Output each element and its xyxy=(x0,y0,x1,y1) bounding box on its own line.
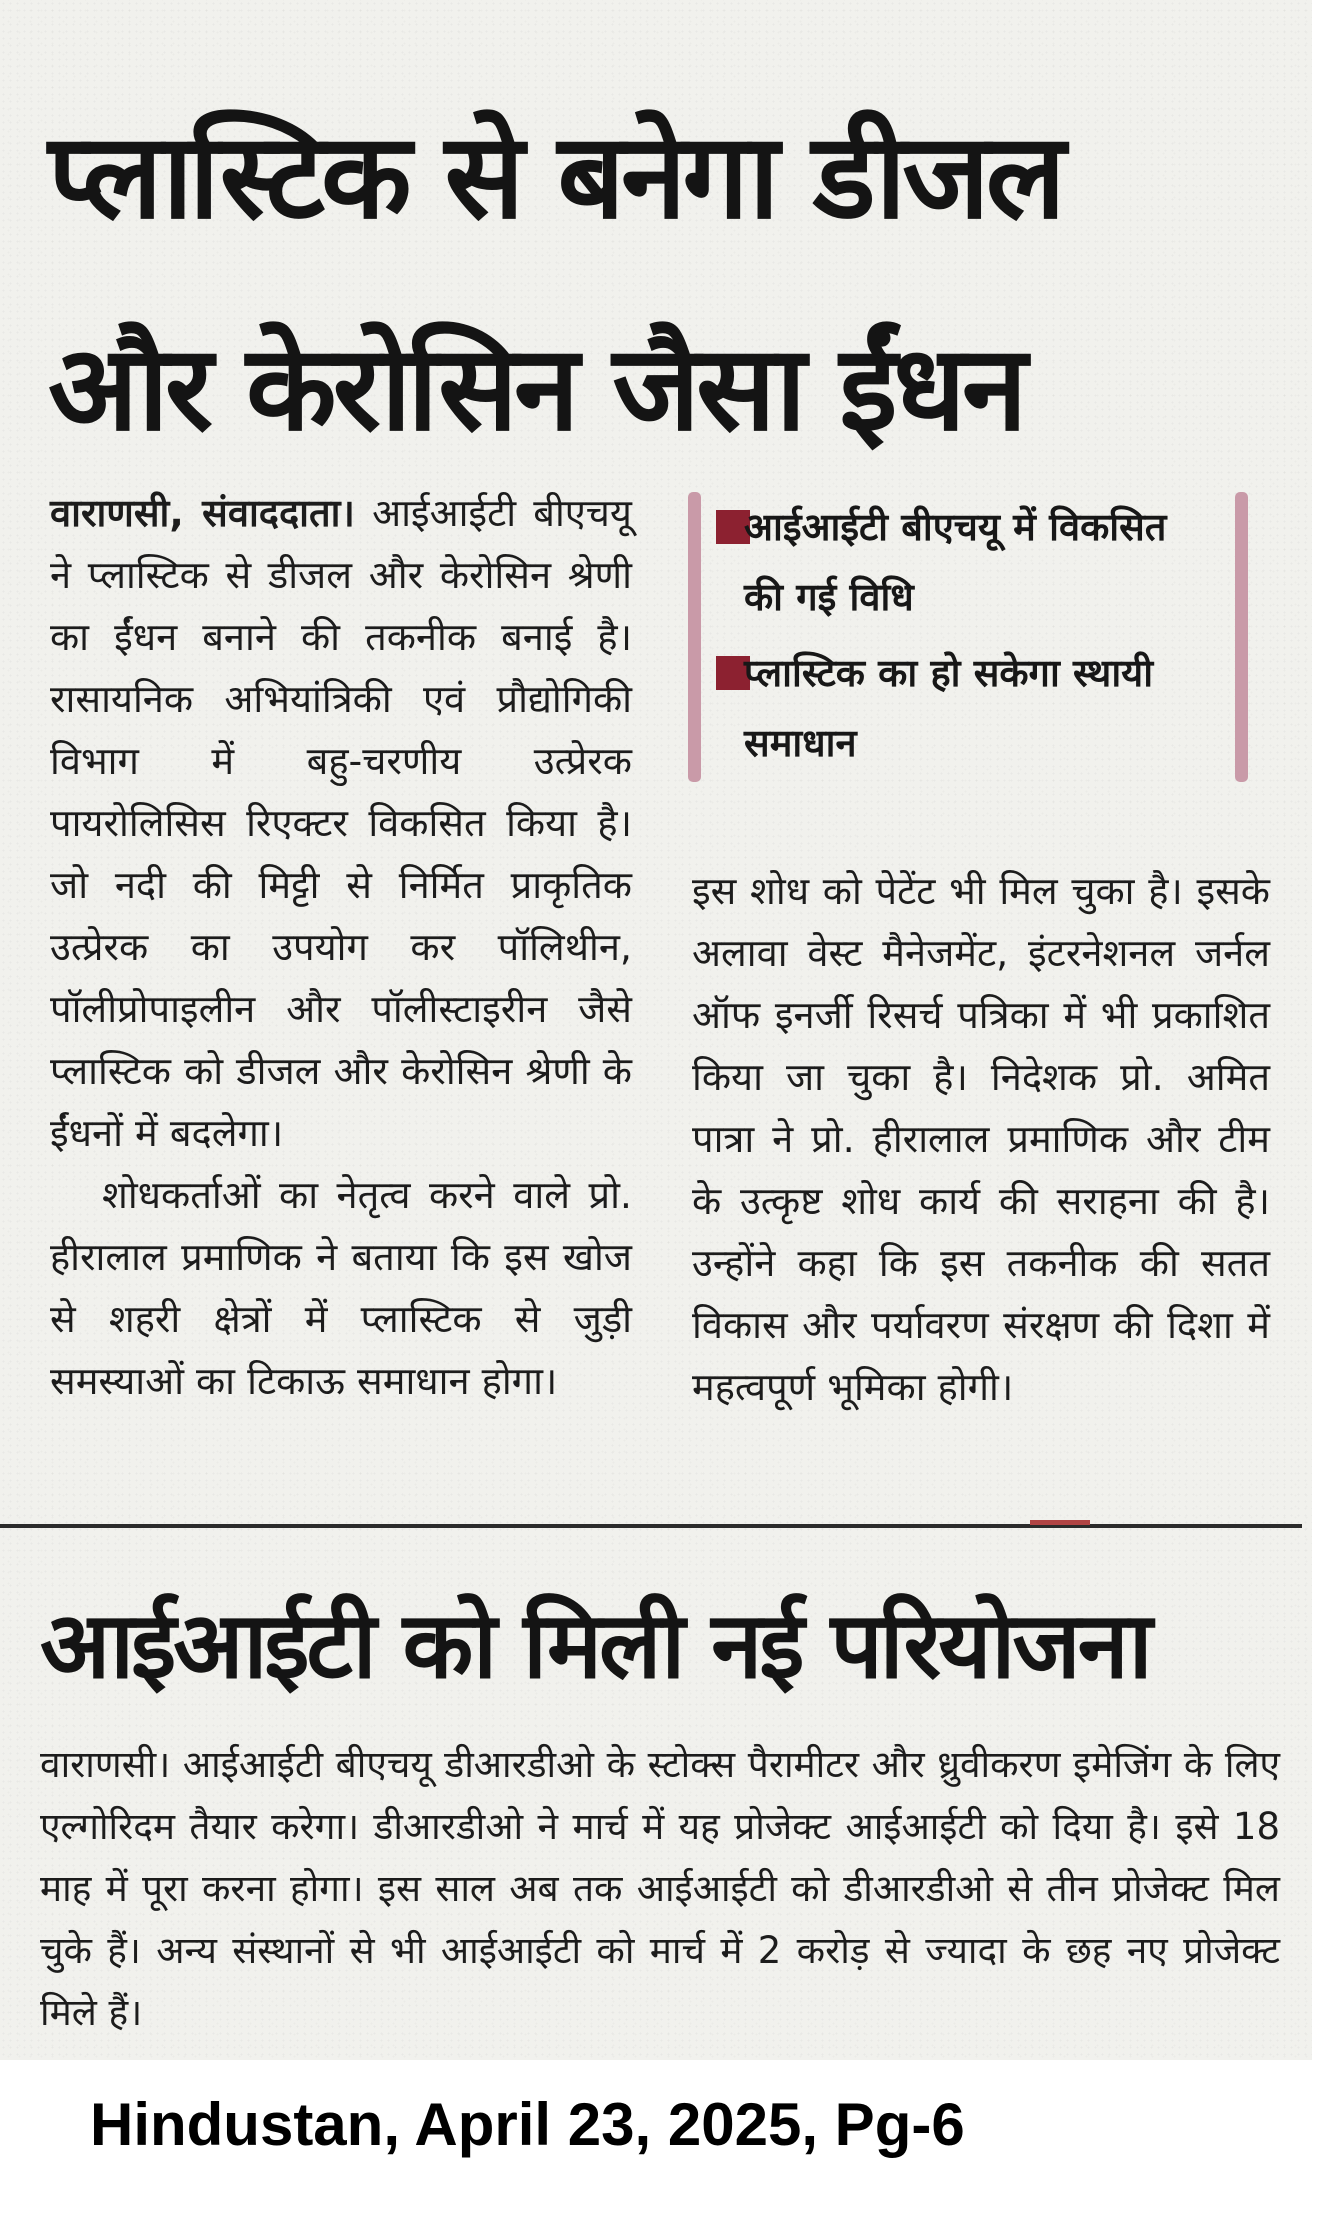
section-divider xyxy=(0,1524,1302,1528)
article-left-column xyxy=(50,482,632,1482)
highlight-bar-left xyxy=(688,492,701,782)
source-caption: Hindustan, April 23, 2025, Pg-6 xyxy=(90,2091,965,2158)
highlight-item-1: आईआईटी बीएचयू में विकसित की गई विधि xyxy=(744,505,1167,619)
highlight-bar-right xyxy=(1235,492,1248,782)
paragraph-1-text: आईआईटी बीएचयू ने प्लास्टिक से डीजल और केरोसिन श्रेणी का ईंधन बनाने की तकनीक बनाई है। रासायनिक अभियांत्रिकी एवं प्रौद्योगिकी विभाग में बहु-चरणीय उत्प्रेरक पायरोलिसिस रिएक्टर विकसित किया है। जो नदी की मिट्टी से निर्मित प्राकृतिक उत्प्रेरक का उपयोग कर पॉलिथीन, पॉलीप्रोपाइलीन और पॉलीस्टाइरीन जैसे प्लास्टिक को डीजल और केरोसिन श्रेणी के ईंधनों में बदलेगा। xyxy=(50,491,632,1155)
article-paragraph-3: इस शोध को पेटेंट भी मिल चुका है। इसके अलावा वेस्ट मैनेजमेंट, इंटरनेशनल जर्नल ऑफ इनर्जी रिसर्च पत्रिका में भी प्रकाशित किया जा चुका है। निदेशक प्रो. अमित पात्रा ने प्रो. हीरालाल प्रमाणिक और टीम के उत्कृष्ट शोध कार्य की सराहना की है। उन्होंने कहा कि इस तकनीक की सतत विकास और पर्यावरण संरक्षण की दिशा में महत्वपूर्ण भूमिका होगी। xyxy=(692,869,1270,1409)
main-headline: प्लास्टिक से बनेगा डीजल और केरोसिन जैसा ईंधन xyxy=(48,107,1062,457)
article-paragraph-2: शोधकर्ताओं का नेतृत्व करने वाले प्रो. हीरालाल प्रमाणिक ने बताया कि इस खोज से शहरी क्षेत्रों में प्लास्टिक से जुड़ी समस्याओं का टिकाऊ समाधान होगा। xyxy=(50,1173,632,1403)
article-paragraph-1 xyxy=(50,482,632,1164)
dateline: वाराणसी, संवाददाता। xyxy=(50,491,355,535)
divider-accent xyxy=(1030,1520,1090,1525)
second-headline: आईआईटी को मिली नई परियोजना xyxy=(40,1592,1150,1699)
second-article-body: वाराणसी। आईआईटी बीएचयू डीआरडीओ के स्टोक्स पैरामीटर और ध्रुवीकरण इमेजिंग के लिए एल्गोरिदम तैयार करेगा। डीआरडीओ ने मार्च में यह प्रोजेक्ट आईआईटी को दिया है। इसे 18 माह में पूरा करना होगा। इस साल अब तक आईआईटी को डीआरडीओ से तीन प्रोजेक्ट मिल चुके हैं। अन्य संस्थानों से भी आईआईटी को मार्च में 2 करोड़ से ज्यादा के छह नए प्रोजेक्ट मिले हैं। xyxy=(40,1743,1280,2034)
article-right-column xyxy=(692,860,1270,1470)
highlight-item-2: प्लास्टिक का हो सकेगा स्थायी समाधान xyxy=(744,651,1154,765)
highlights-box xyxy=(688,492,1248,782)
